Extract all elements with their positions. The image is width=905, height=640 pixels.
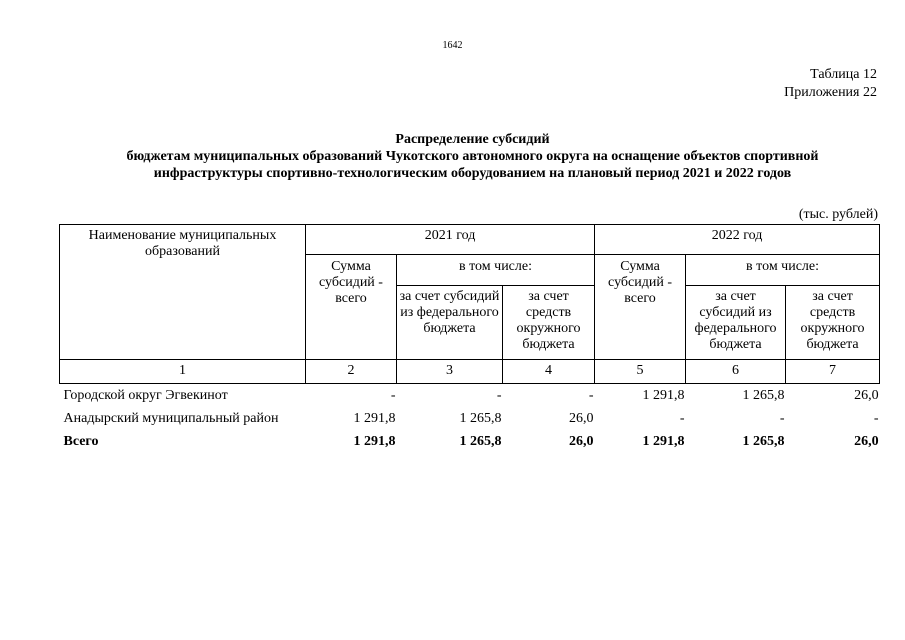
col-number: 6 <box>686 360 786 384</box>
cell-value: 1 291,8 <box>642 387 685 403</box>
cell-value: - <box>679 410 685 426</box>
cell-value: - <box>390 387 396 403</box>
heading-line1: Распределение субсидий <box>395 132 550 147</box>
total-value: 1 265,8 <box>459 433 502 449</box>
table-row <box>60 384 880 408</box>
header-including-2022: в том числе: <box>686 255 880 286</box>
col-number: 2 <box>306 360 397 384</box>
total-value: 1 265,8 <box>742 433 785 449</box>
cell-value: 26,0 <box>854 387 879 403</box>
col-number: 1 <box>60 360 306 384</box>
table-header <box>60 225 880 384</box>
col-number: 3 <box>397 360 503 384</box>
units-label: (тыс. рублей) <box>798 207 878 222</box>
total-row-name: Всего <box>63 433 99 449</box>
cell-value: 1 265,8 <box>459 410 502 426</box>
header-name: Наименование муниципальных образований <box>60 225 306 360</box>
subsidy-table <box>59 224 880 453</box>
total-value: 1 291,8 <box>353 433 396 449</box>
row-name: Городской округ Эгвекинот <box>63 387 228 403</box>
header-federal-2021: за счет субсидий из федерального бюджета <box>397 286 503 360</box>
heading-line3: инфраструктуры спортивно-технологическим оборудованием на плановый период 2021 и 2022 годов <box>153 166 792 181</box>
header-year-2022: 2022 год <box>595 225 880 255</box>
header-total-2021: Сумма субсидий - всего <box>306 255 397 360</box>
cell-value: 1 291,8 <box>353 410 396 426</box>
page-number: 1642 <box>442 40 463 51</box>
header-federal-2022: за счет субсидий из федерального бюджета <box>686 286 786 360</box>
total-value: 26,0 <box>854 433 879 449</box>
col-number: 4 <box>503 360 595 384</box>
total-value: 1 291,8 <box>642 433 685 449</box>
row-name: Анадырский муниципальный район <box>63 410 279 426</box>
table-row <box>60 407 880 430</box>
cell-value: 26,0 <box>569 410 594 426</box>
cell-value: 1 265,8 <box>742 387 785 403</box>
cell-value: - <box>588 387 594 403</box>
document-heading <box>40 131 905 182</box>
table-body <box>60 384 880 454</box>
col-number: 7 <box>786 360 880 384</box>
cell-value: - <box>779 410 785 426</box>
header-district-2022: за счет средств окружного бюджета <box>786 286 880 360</box>
cell-value: - <box>873 410 879 426</box>
total-value: 26,0 <box>569 433 594 449</box>
header-year-2021: 2021 год <box>306 225 595 255</box>
header-district-2021: за счет средств окружного бюджета <box>503 286 595 360</box>
table-ref-line2: Приложения 22 <box>784 85 877 100</box>
table-ref-line1: Таблица 12 <box>810 67 877 82</box>
table-reference <box>784 66 877 102</box>
cell-value: - <box>496 387 502 403</box>
total-row <box>60 430 880 453</box>
col-number: 5 <box>595 360 686 384</box>
header-total-2022: Сумма субсидий - всего <box>595 255 686 360</box>
header-including-2021: в том числе: <box>397 255 595 286</box>
heading-line2: бюджетам муниципальных образований Чукотского автономного округа на оснащение объектов спортивной <box>126 149 819 164</box>
